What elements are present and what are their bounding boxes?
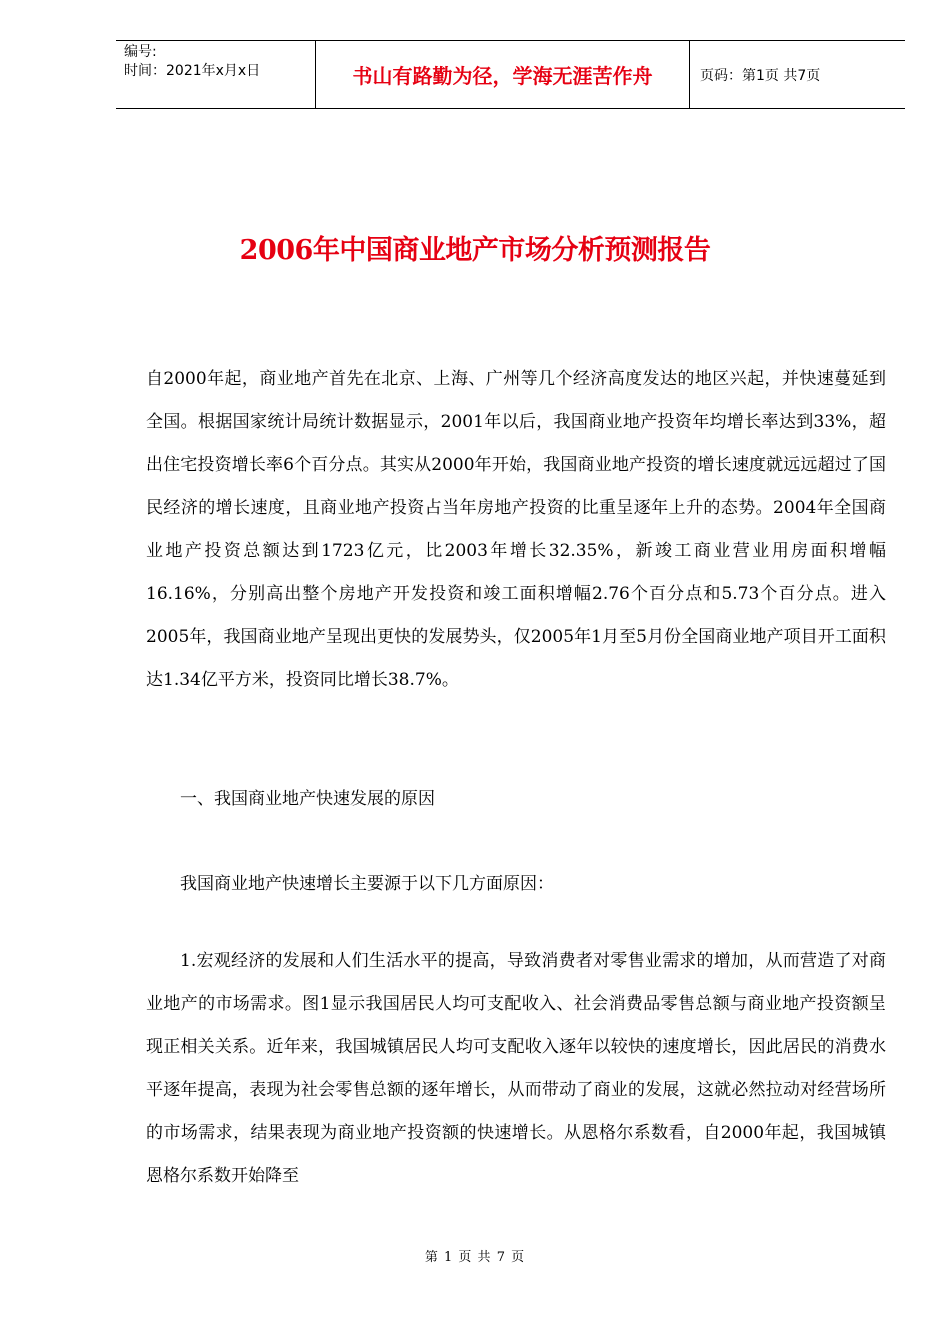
document-title: 2006年中国商业地产市场分析预测报告	[239, 235, 711, 266]
header-page-label: 页码：第1页 共7页	[700, 67, 821, 84]
section-heading: 一、我国商业地产快速发展的原因	[180, 789, 435, 809]
time-label: 时间：2021年x月x日	[124, 63, 261, 79]
header-motto: 书山有路勤为径，学海无涯苦作舟	[316, 41, 690, 108]
number-label: 编号:	[124, 44, 157, 60]
point-1-paragraph: 1.宏观经济的发展和人们生活水平的提高，导致消费者对零售业需求的增加，从而营造了对商业地产的市场需求。图1显示我国居民人均可支配收入、社会消费品零售总额与商业地产投资额呈现正相关关系。近年来，我国城镇居民人均可支配收入逐年以较快的速度增长，因此居民的消费水平逐年提高，表现为社会零售总额的逐年增长，从而带动了商业的发展，这就必然拉动对经营场所的市场需求，结果表现为商业地产投资额的快速增长。从恩格尔系数看，自2000年起，我国城镇恩格尔系数开始降至	[146, 951, 886, 1186]
section-lead: 我国商业地产快速增长主要源于以下几方面原因：	[180, 874, 554, 894]
header-meta	[116, 41, 316, 108]
page-header	[116, 40, 905, 109]
page-footer: 第 1 页 共 7 页	[424, 1250, 526, 1265]
intro-paragraph: 自2000年起，商业地产首先在北京、上海、广州等几个经济高度发达的地区兴起，并快速蔓延到全国。根据国家统计局统计数据显示，2001年以后，我国商业地产投资年均增长率达到33%，超出住宅投资增长率6个百分点。其实从2000年开始，我国商业地产投资的增长速度就远远超过了国民经济的增长速度，且商业地产投资占当年房地产投资的比重呈逐年上升的态势。2004年全国商业地产投资总额达到1723亿元，比2003年增长32.35%，新竣工商业营业用房面积增幅16.16%，分别高出整个房地产开发投资和竣工面积增幅2.76个百分点和5.73个百分点。进入2005年，我国商业地产呈现出更快的发展势头，仅2005年1月至5月份全国商业地产项目开工面积达1.34亿平方米，投资同比增长38.7%。	[146, 369, 886, 690]
